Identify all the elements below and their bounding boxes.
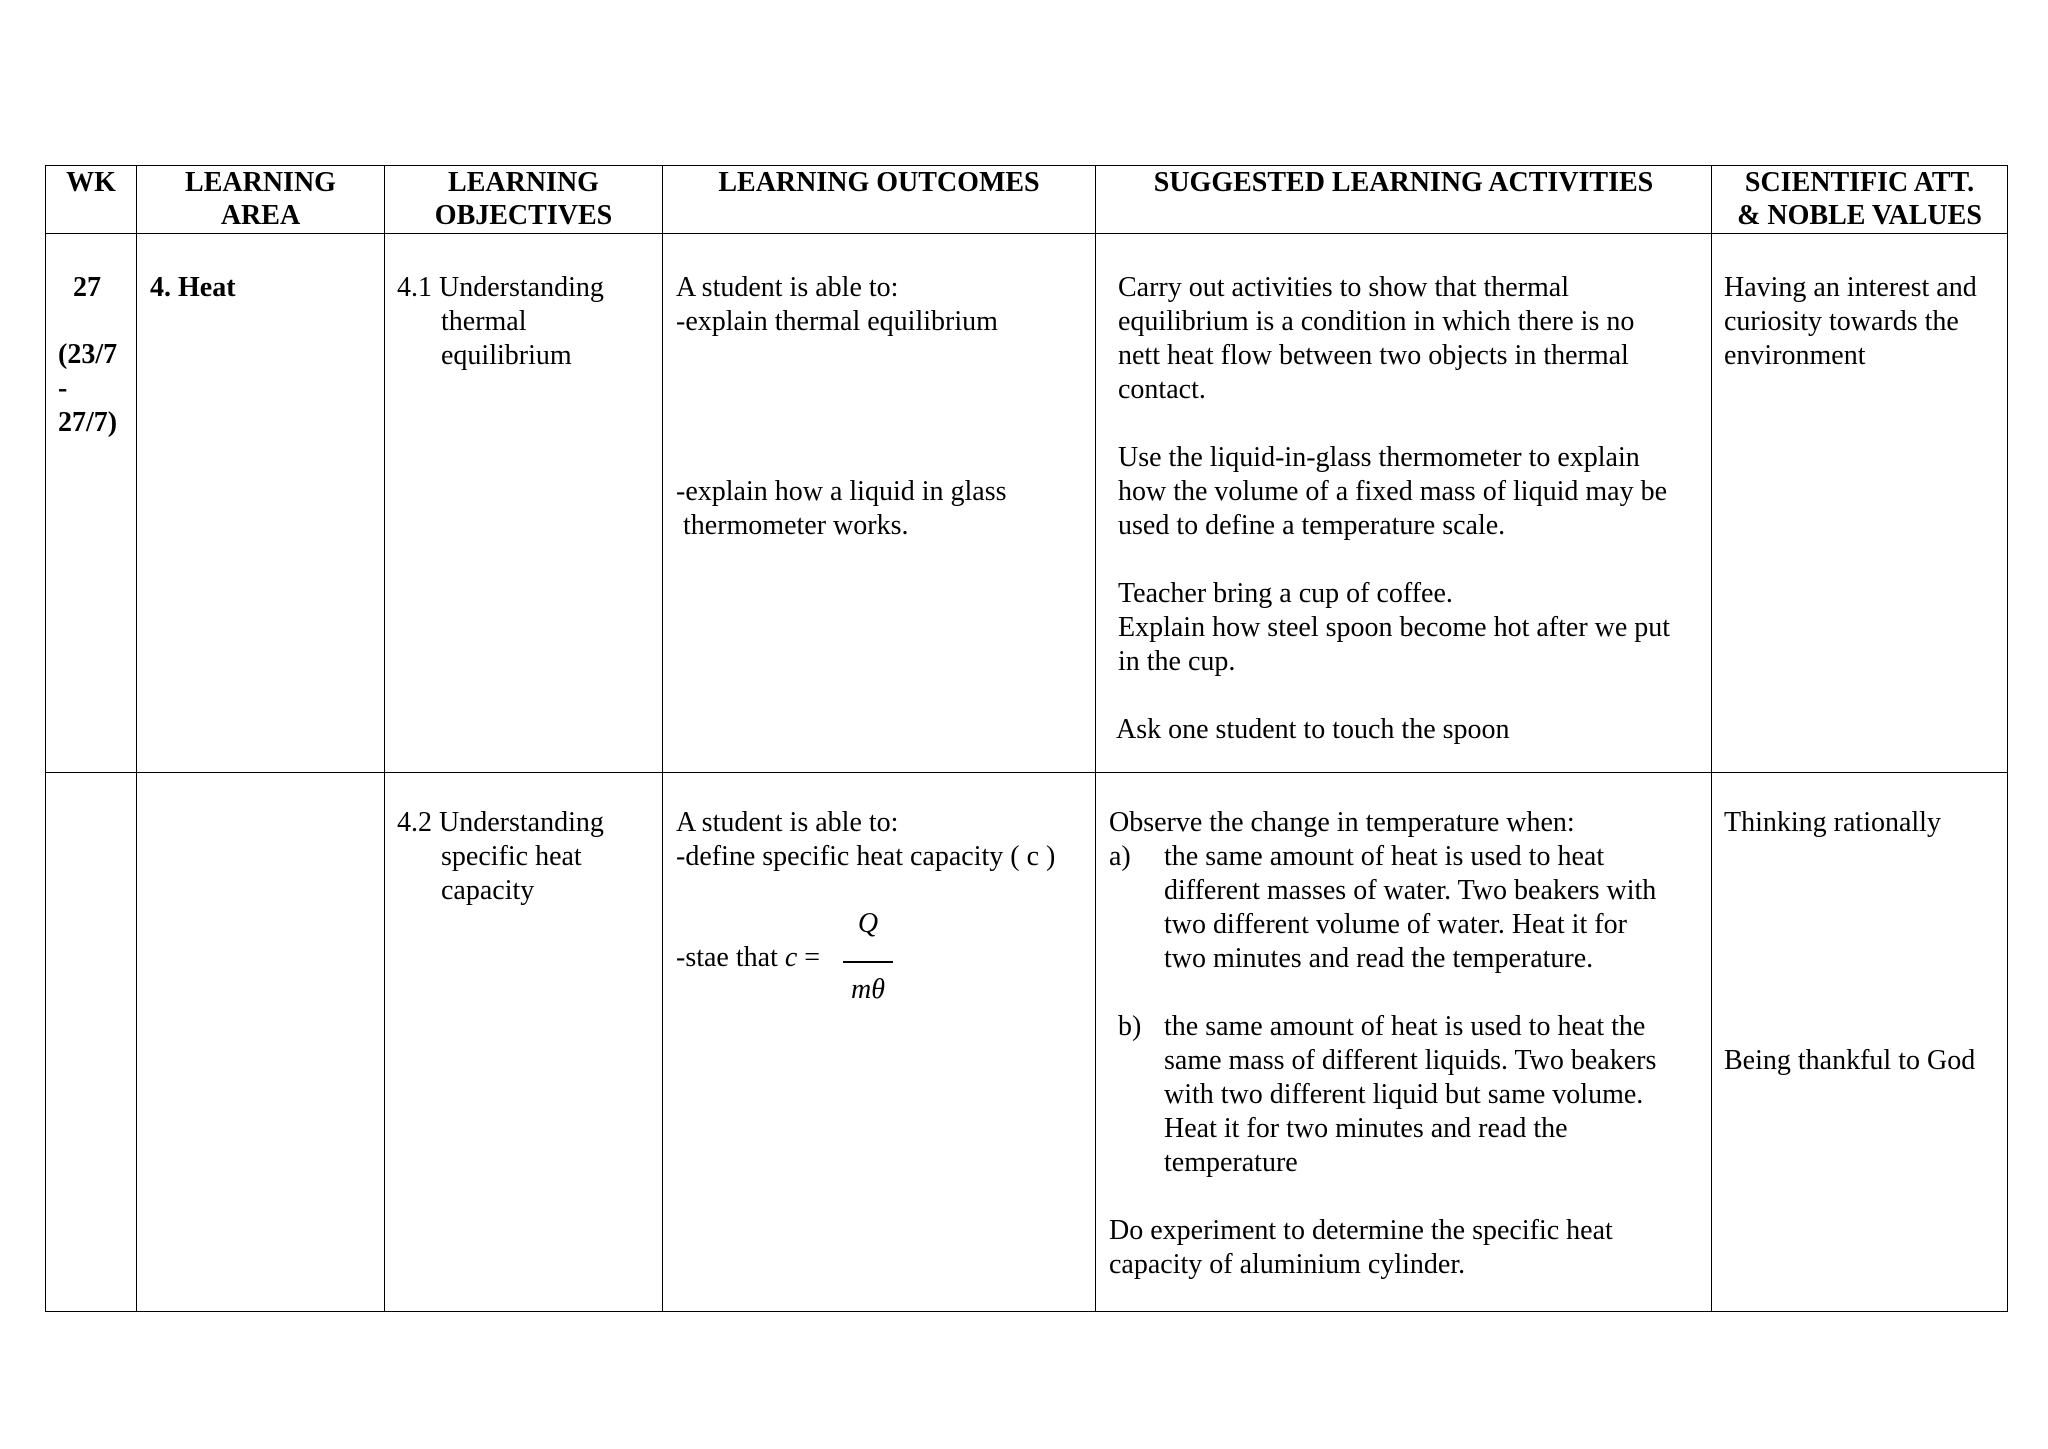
activity-label-b: b) <box>1118 1011 1142 1042</box>
activity-paragraph: Carry out activities to show that thermal equilibrium is a condition in which there is no nett heat flow between two objects in thermal contact. <box>1118 272 1635 405</box>
outcome-intro: A student is able to: <box>676 272 899 303</box>
header-row <box>46 166 2008 234</box>
value-text: Thinking rationally <box>1724 807 1941 838</box>
activity-item-a: the same amount of heat is used to heat different masses of water. Two beakers with two different volume of water. Heat it for two minutes and read the temperature. <box>1164 841 1657 974</box>
objective-line: specific heat <box>441 841 582 872</box>
activity-item-b: the same amount of heat is used to heat the same mass of different liquids. Two beakers with two different liquid but same volume. Heat it for two minutes and read the temperature <box>1164 1011 1657 1178</box>
week-dates: (23/7 - 27/7) <box>58 339 118 438</box>
outcome-item: -explain thermal equilibrium <box>676 306 998 337</box>
header-suggested-activities: SUGGESTED LEARNING ACTIVITIES <box>1096 166 1712 234</box>
activity-paragraph: Teacher bring a cup of coffee. Explain how steel spoon become hot after we put in the cup. <box>1118 578 1671 677</box>
week-cell <box>46 773 137 1312</box>
learning-area-cell <box>137 234 385 773</box>
objective-cell <box>385 234 663 773</box>
objective-line: capacity <box>441 875 535 906</box>
header-scientific-values: SCIENTIFIC ATT. & NOBLE VALUES <box>1712 166 2008 234</box>
activity-paragraph: Use the liquid-in-glass thermometer to explain how the volume of a fixed mass of liquid may be used to define a temperature scale. <box>1118 442 1667 541</box>
value-text: Being thankful to God <box>1724 1045 1976 1076</box>
outcomes-cell <box>663 773 1096 1312</box>
header-learning-objectives: LEARNING OBJECTIVES <box>385 166 663 234</box>
activity-paragraph: Ask one student to touch the spoon <box>1116 714 1510 745</box>
learning-area-cell <box>137 773 385 1312</box>
outcome-item: -explain how a liquid in glass <box>676 476 1007 507</box>
activity-paragraph: Do experiment to determine the specific heat capacity of aluminium cylinder. <box>1109 1215 1613 1280</box>
formula-denominator: mθ <box>851 974 885 1005</box>
objective-title: 4.2 Understanding <box>397 807 604 838</box>
objective-cell <box>385 773 663 1312</box>
outcomes-cell <box>663 234 1096 773</box>
formula-numerator: Q <box>857 908 879 939</box>
table-row <box>46 234 2008 773</box>
lesson-plan-table <box>45 165 2008 1312</box>
activity-intro: Observe the change in temperature when: <box>1109 807 1575 838</box>
objective-title: 4.1 Understanding <box>397 272 604 303</box>
value-text: Having an interest and curiosity towards the environment <box>1724 272 1977 371</box>
values-cell <box>1712 234 2008 773</box>
header-learning-area: LEARNING AREA <box>137 166 385 234</box>
objective-line: equilibrium <box>441 340 572 371</box>
outcome-intro: A student is able to: <box>676 807 899 838</box>
header-wk: WK <box>46 166 137 234</box>
week-cell <box>46 234 137 773</box>
activities-cell <box>1096 773 1712 1312</box>
values-cell <box>1712 773 2008 1312</box>
table-row <box>46 773 2008 1312</box>
activities-cell <box>1096 234 1712 773</box>
week-number: 27 <box>73 272 101 303</box>
header-learning-outcomes: LEARNING OUTCOMES <box>663 166 1096 234</box>
objective-line: thermal <box>441 306 527 337</box>
learning-area: 4. Heat <box>150 272 236 303</box>
activity-label-a: a) <box>1109 841 1131 872</box>
fraction-bar <box>843 961 893 963</box>
outcome-item: thermometer works. <box>683 510 909 541</box>
outcome-formula-statement: -stae that c = <box>676 942 821 973</box>
outcome-item: -define specific heat capacity ( c ) <box>676 841 1056 872</box>
